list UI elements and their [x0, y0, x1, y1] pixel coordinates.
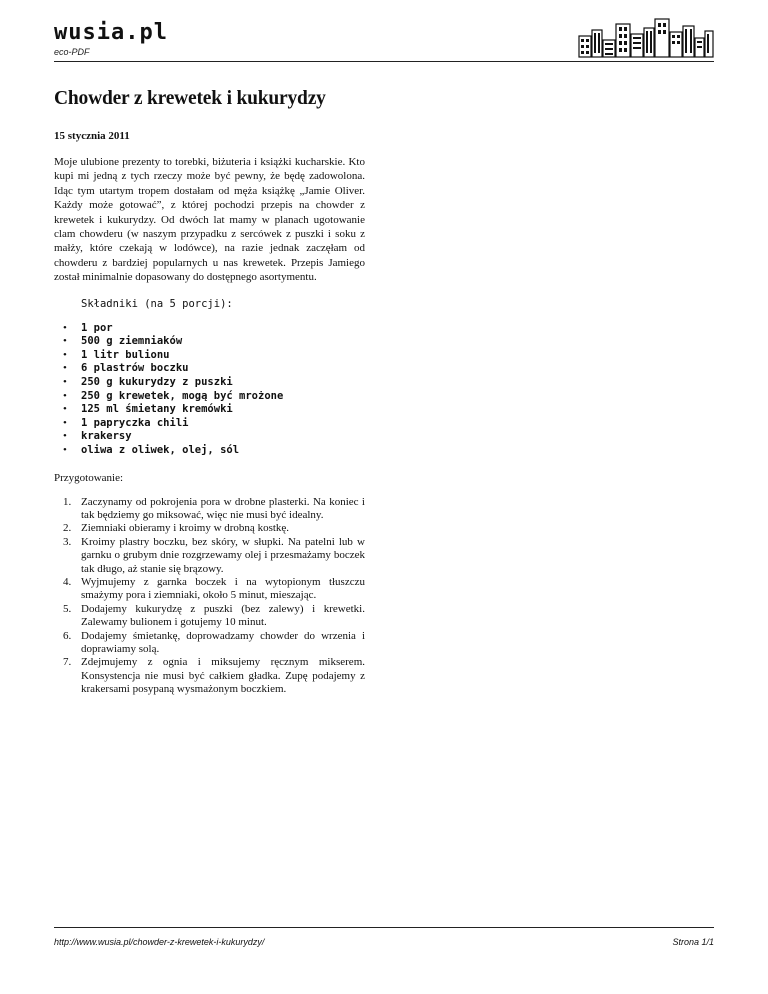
- list-item: • 6 plastrów boczku: [54, 362, 365, 376]
- list-item: • 125 ml śmietany kremówki: [54, 403, 365, 417]
- list-item: • oliwa z oliwek, olej, sól: [54, 444, 365, 458]
- step-item: [54, 603, 365, 630]
- step-item: [54, 656, 365, 696]
- step-number: 4.: [63, 576, 72, 589]
- article: [54, 88, 365, 697]
- step-number: 1.: [63, 495, 72, 508]
- step-text: Zdejmujemy z ognia i miksujemy ręcznym mikserem. Konsystencja nie musi być całkiem gładka. Zupę podajemy z krakersami posypaną wysmażonym boczkiem.: [81, 656, 365, 696]
- tagline: eco-PDF: [54, 47, 90, 57]
- site-name[interactable]: wusia.pl: [54, 20, 168, 45]
- footer-url[interactable]: http://www.wusia.pl/chowder-z-krewetek-i-kukurydzy/: [54, 937, 265, 947]
- ingredients-heading: Składniki (na 5 porcji):: [81, 297, 233, 310]
- step-text: Zaczynamy od pokrojenia pora w drobne plasterki. Na koniec i tak będziemy go miksować, więc nie musi być idealny.: [81, 495, 365, 521]
- step-item: [54, 630, 365, 657]
- article-title: Chowder z krewetek i kukurydzy: [54, 88, 326, 109]
- list-item: • 1 por: [54, 322, 365, 336]
- step-text: Wyjmujemy z garnka boczek i na wytopionym tłuszczu smażymy pora i ziemniaki, około 5 minut, mieszając.: [81, 576, 365, 602]
- step-text: Dodajemy śmietankę, doprowadzamy chowder do wrzenia i doprawiamy solą.: [81, 629, 365, 656]
- list-item: • 250 g krewetek, mogą być mrożone: [54, 390, 365, 404]
- step-text: Kroimy plastry boczku, bez skóry, w słupki. Na patelni lub w garnku o grubym dnie rozgrzewamy olej i przesmażamy boczek tak długo, aż stanie się brązowy.: [81, 535, 365, 575]
- step-number: 3.: [63, 535, 72, 548]
- list-item: • 1 litr bulionu: [54, 349, 365, 363]
- article-date: 15 stycznia 2011: [54, 130, 130, 142]
- list-item: • 1 papryczka chili: [54, 417, 365, 431]
- article-intro: Moje ulubione prezenty to torebki, biżuteria i książki kucharskie. Kto kupi mi jedną z tych rzeczy może być pewny, że będę zadowolona. Idąc tym utartym tropem dostałam od męża książkę „Jamie Oliver. Każdy może gotować”, z której pochodzi przepis na chowder z krewetek i kukurydzy. Od dwóch lat mamy w planach ugotowanie clam chowderu (w naszym przypadku z sercówek z puszki i soku z małży, które czekają w lodówce), na razie jednak zaczęłam od chowderu z bardziej popularnych u nas krewetek. Przepis Jamiego został minimalnie dopasowany do dostępnego asortymentu.: [54, 156, 365, 284]
- page-header: [54, 18, 714, 60]
- footer-divider: [54, 927, 714, 928]
- step-item: [54, 536, 365, 576]
- step-item: [54, 496, 365, 523]
- step-number: 5.: [63, 602, 72, 615]
- steps-list: [54, 496, 365, 697]
- list-item: • krakersy: [54, 430, 365, 444]
- step-item: [54, 576, 365, 603]
- step-text: Dodajemy kukurydzę z puszki (bez zalewy) i krewetki. Zalewamy bulionem i gotujemy 10 minut.: [81, 602, 365, 629]
- step-number: 7.: [63, 656, 72, 669]
- list-item: • 250 g kukurydzy z puszki: [54, 376, 365, 390]
- step-item: [54, 522, 365, 535]
- step-text: Ziemniaki obieramy i kroimy w drobną kostkę.: [81, 522, 290, 535]
- city-skyline-icon: [578, 18, 714, 58]
- page-number: Strona 1/1: [672, 937, 714, 947]
- preparation-heading: Przygotowanie:: [54, 471, 124, 484]
- ingredients-list: [54, 322, 365, 458]
- step-number: 6.: [63, 629, 72, 642]
- step-number: 2.: [63, 522, 72, 535]
- list-item: • 500 g ziemniaków: [54, 335, 365, 349]
- header-divider: [54, 61, 714, 62]
